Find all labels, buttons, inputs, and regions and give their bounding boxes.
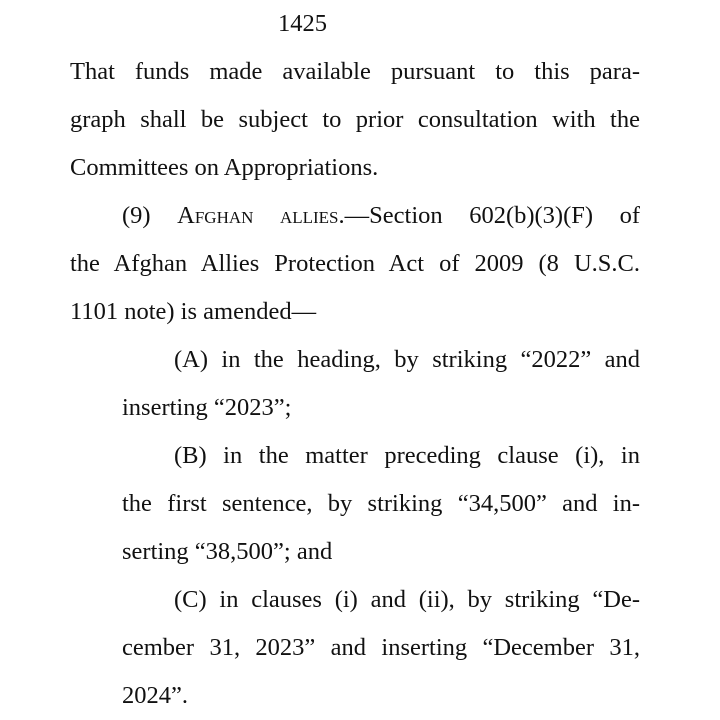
paragraph-9-afghan-allies	[70, 192, 640, 336]
paragraph-number: (9)	[122, 202, 151, 229]
text-line: graph shall be subject to prior consultation with the	[70, 106, 640, 133]
text-line: serting “38,500”; and	[122, 538, 333, 565]
text-line: cember 31, 2023” and inserting “December 31,	[122, 634, 640, 661]
text-line	[70, 192, 640, 240]
text-line: inserting “2023”;	[122, 394, 292, 421]
text-line: (A) in the heading, by striking “2022” and	[174, 346, 640, 373]
text-line: 1101 note) is amended—	[70, 298, 317, 325]
text-line: 2024”.	[122, 682, 188, 709]
page-number: 1425	[278, 10, 327, 37]
paragraph-heading: Afghan allies.	[177, 202, 345, 229]
text-line: the Afghan Allies Protection Act of 2009 (8 U.S.C.	[70, 250, 640, 277]
text-line: the first sentence, by striking “34,500” and in-	[122, 490, 640, 517]
document-body	[70, 48, 640, 720]
text-line: (C) in clauses (i) and (ii), by striking “De-	[174, 586, 640, 613]
text-line: That funds made available pursuant to this para-	[70, 58, 640, 85]
paragraph-intro	[70, 48, 640, 192]
paragraph-text: —Section 602(b)(3)(F) of	[344, 202, 640, 229]
subparagraph-a	[122, 336, 640, 432]
text-line: (B) in the matter preceding clause (i), in	[174, 442, 640, 469]
subparagraph-c	[122, 576, 640, 720]
subparagraph-b	[122, 432, 640, 576]
text-line: Committees on Appropriations.	[70, 154, 379, 181]
